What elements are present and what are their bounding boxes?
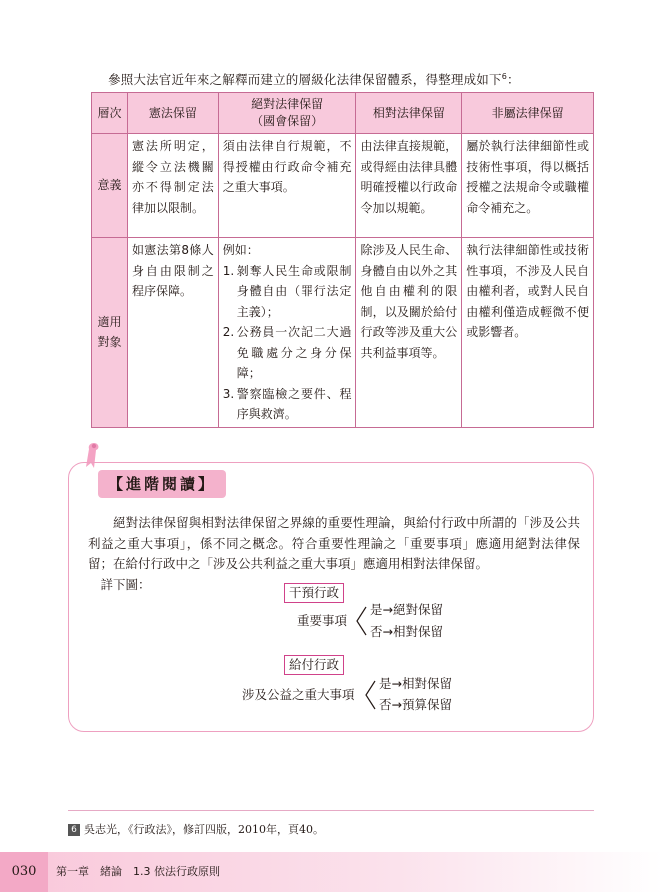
footnote-number: 6: [68, 824, 80, 836]
list-item: 1. 剝奪人民生命或限制身體自由（罪行法定主義）；: [222, 263, 352, 319]
row-label-meaning: 意義: [92, 134, 128, 238]
cell-meaning-relative: 由法律直接規範，或得經由法律具體明確授權以行政命令加以規範。: [356, 134, 462, 238]
header-constitutional: 憲法保留: [127, 93, 218, 134]
cell-scope-relative: 除涉及人民生命、身體自由以外之其他自由權利的限制，以及關於給付行政等涉及重大公共利益事項等。: [356, 238, 462, 428]
advanced-reading-title: 【進階閱讀】: [98, 470, 226, 498]
examples-intro: 例如：: [222, 243, 259, 257]
footnote: [68, 821, 324, 837]
table-row-meaning: [92, 134, 594, 238]
cell-scope-non: 執行法律細節性或技術性事項，不涉及人民自由權利者，或對人民自由權利僅造成輕微不便或影響者。: [462, 238, 594, 428]
cell-meaning-constitutional: 憲法所明定，縱令立法機關亦不得制定法律加以限制。: [127, 134, 218, 238]
footnote-text: 吳志光，《行政法》，修訂四版，2010年，頁40。: [84, 823, 324, 836]
important-matter-label: 重要事項: [297, 613, 348, 628]
benefit-admin-box: 給付行政: [284, 655, 344, 675]
reading-see-below: 詳下圖：: [100, 577, 151, 592]
cell-meaning-absolute: 須由法律自行規範，不得授權由行政命令補充之重大事項。: [218, 134, 356, 238]
intervention-admin-box: 干預行政: [284, 583, 344, 603]
cell-meaning-non: 屬於執行法律細節性或技術性事項，得以概括授權之法規命令或職權命令補充之。: [462, 134, 594, 238]
header-relative: 相對法律保留: [356, 93, 462, 134]
header-level: 層次: [92, 93, 128, 134]
cell-scope-absolute: [218, 238, 356, 428]
header-absolute: 絕對法律保留 （國會保留）: [218, 93, 356, 134]
list-item: 2. 公務員一次記二大過免職處分之身分保障；: [222, 325, 352, 380]
intro-text: 參照大法官近年來之解釋而建立的層級化法律保留體系，得整理成如下$^6$：: [108, 71, 520, 87]
page-number: 030: [0, 852, 48, 892]
header-non: 非屬法律保留: [462, 93, 594, 134]
reading-paragraph: 絕對法律保留與相對法律保留之界線的重要性理論，與給付行政中所謂的「涉及公共利益之重大事項」，係不同之概念。符合重要性理論之「重要事項」應適用絕對法律保留；在給付行政中之「涉及公共利益之重大事項」應適用相對法律保留。: [88, 515, 580, 571]
chapter-title: 第一章 緒論 1.3 依法行政原則: [56, 865, 220, 878]
brace-icon: [354, 605, 368, 637]
row-label-scope: 適用 對象: [92, 238, 128, 428]
public-interest-label: 涉及公益之重大事項: [242, 687, 355, 702]
table-row-scope: [92, 238, 594, 428]
legal-reservation-table: [91, 92, 594, 428]
list-item: 3. 警察臨檢之要件、程序與救濟。: [222, 386, 352, 421]
top-yes-label: 是→絕對保留: [370, 602, 443, 617]
brace-icon: [363, 679, 377, 711]
bottom-yes-label: 是→相對保留: [379, 676, 452, 691]
footnote-ref: 6: [501, 71, 507, 81]
footnote-divider: [68, 810, 594, 811]
bottom-no-label: 否→預算保留: [379, 697, 452, 712]
cell-scope-constitutional: 如憲法第8條人身自由限制之程序保障。: [127, 238, 218, 428]
table-header-row: [92, 93, 594, 134]
top-no-label: 否→相對保留: [370, 624, 443, 639]
examples-list: [223, 261, 352, 425]
